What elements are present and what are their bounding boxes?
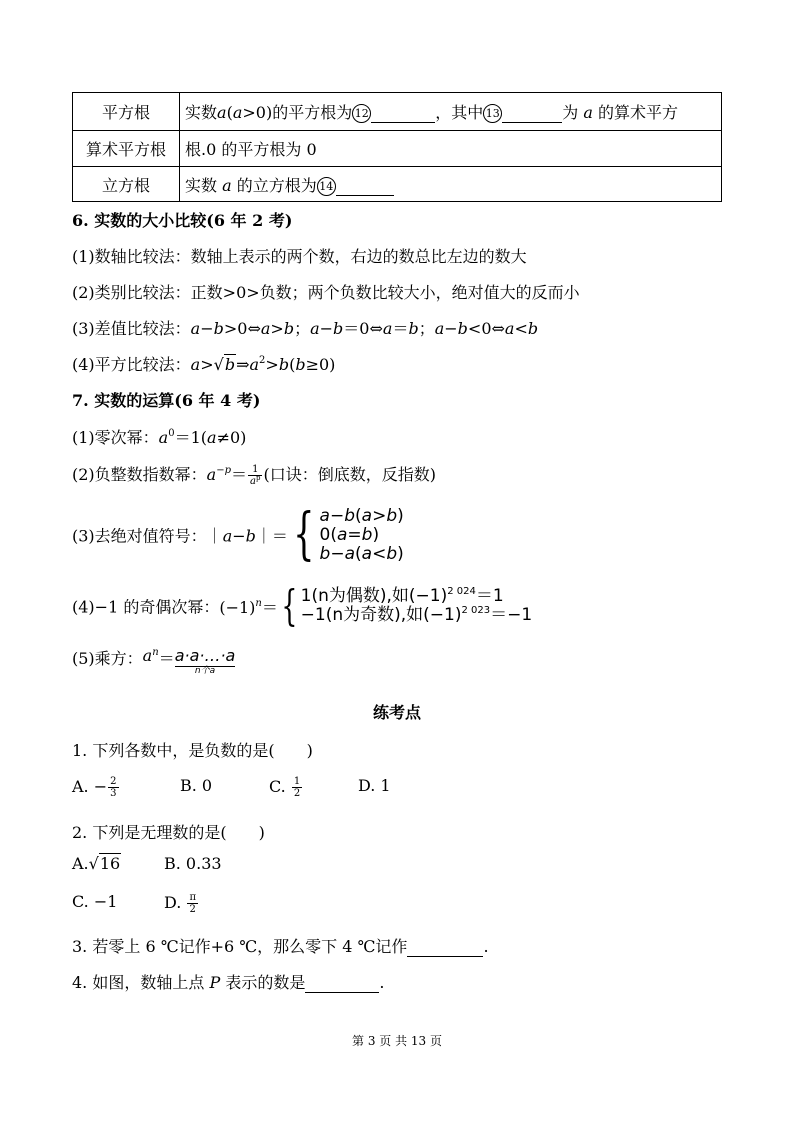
option-a[interactable]: A.√16 (72, 854, 121, 873)
practice-title: 练考点 (372, 703, 421, 722)
blank-14[interactable] (336, 177, 394, 196)
table-row (73, 93, 722, 131)
definition-arithmetic-square-root: 根.0 的平方根为 0 (180, 131, 722, 167)
page-footer: 第 3 页 共 13 页 (352, 1034, 442, 1048)
blank-number-13: 13 (483, 104, 502, 123)
option-d[interactable]: D. $\frac{\pi}{2}$ (164, 892, 197, 915)
section-6-item-3: (3)差值比较法：a−b>0⇔a>b；a−b＝0⇔a＝b；a−b<0⇔a<b (72, 319, 539, 338)
section-6-item-2: (2)类别比较法：正数>0>负数；两个负数比较大小，绝对值大的反而小 (72, 283, 580, 302)
answer-blank[interactable] (305, 974, 379, 993)
blank-number-14: 14 (317, 177, 336, 196)
term-square-root: 平方根 (73, 93, 180, 131)
question-2: 2. 下列是无理数的是( ) (72, 823, 265, 842)
option-b[interactable]: B. 0 (180, 776, 213, 795)
question-1: 1. 下列各数中，是负数的是( ) (72, 741, 313, 760)
blank-12[interactable] (371, 104, 435, 123)
option-d[interactable]: D. 1 (358, 776, 391, 795)
section-7-item-5: (5)乘方：$a^n=a\cdot a\cdot\dots\cdot a$ n个a (72, 646, 236, 676)
section-7-item-4: (4)−1 的奇偶次幂：$(-1)^n=${ 1(n为偶数),如$(-1)^{2 024}=1$ −1(n为奇数),如$(-1)^{2 023}=-1$ (72, 581, 533, 630)
section-6-heading: 6. 实数的大小比较(6 年 2 考) (72, 211, 293, 230)
table-row (73, 167, 722, 202)
definition-table (72, 92, 722, 202)
question-2-options-row-1 (72, 854, 722, 873)
term-arithmetic-square-root: 算术平方根 (73, 131, 180, 167)
left-brace: { (293, 502, 315, 567)
section-6-item-4: (4)平方比较法：$a>√b\Rightarrow a^2>b(b\ge 0)$ (72, 355, 336, 374)
blank-number-12: 12 (352, 104, 371, 123)
option-b[interactable]: B. 0.33 (164, 854, 222, 873)
option-c[interactable]: C. −1 (72, 892, 118, 911)
answer-blank[interactable] (407, 938, 483, 957)
term-cube-root: 立方根 (73, 167, 180, 202)
section-7-item-3: (3)去绝对值符号：｜a−b｜＝{ a−b(a>b) 0(a=b) b−a(a<b) (72, 502, 404, 567)
cases-parity-power: 1(n为偶数),如$(-1)^{2 024}=1$ −1(n为奇数),如$(-1)^{2 023}=-1$ (300, 586, 533, 625)
question-2-options-row-2 (72, 892, 722, 915)
left-brace: { (281, 581, 298, 630)
definition-square-root: 实数a(a>0)的平方根为 12 ，其中 13 为 a 的算术平方 (180, 93, 722, 131)
option-a[interactable]: A. − $\frac{2}{3}$ (72, 776, 117, 799)
section-7-item-1: (1)零次幂：$a^0=1(a\ne 0)$ (72, 428, 247, 447)
question-4: 4. 如图，数轴上点 P 表示的数是 . (72, 973, 385, 992)
cases-absolute-value: a−b(a>b) 0(a=b) b−a(a<b) (319, 505, 404, 564)
option-c[interactable]: C. $\frac{1}{2}$ (269, 776, 301, 799)
blank-13[interactable] (502, 104, 562, 123)
underbrace-product: a·a·…·a n个a (174, 646, 236, 676)
table-row (73, 131, 722, 167)
section-7-item-2: (2)负整数指数幂：$a^{-p}=$ $\frac{1}{a^p}$ (口诀：倒底数，反指数) (72, 464, 436, 487)
definition-cube-root: 实数 a 的立方根为 14 (180, 167, 722, 202)
question-3: 3. 若零上 6 ℃记作+6 ℃，那么零下 4 ℃记作 . (72, 937, 489, 956)
fraction: $\frac{1}{a^p}$ (250, 464, 261, 487)
section-7-heading: 7. 实数的运算(6 年 4 考) (72, 391, 261, 410)
question-1-options (72, 776, 722, 799)
section-6-item-1: (1)数轴比较法：数轴上表示的两个数，右边的数总比左边的数大 (72, 247, 527, 266)
